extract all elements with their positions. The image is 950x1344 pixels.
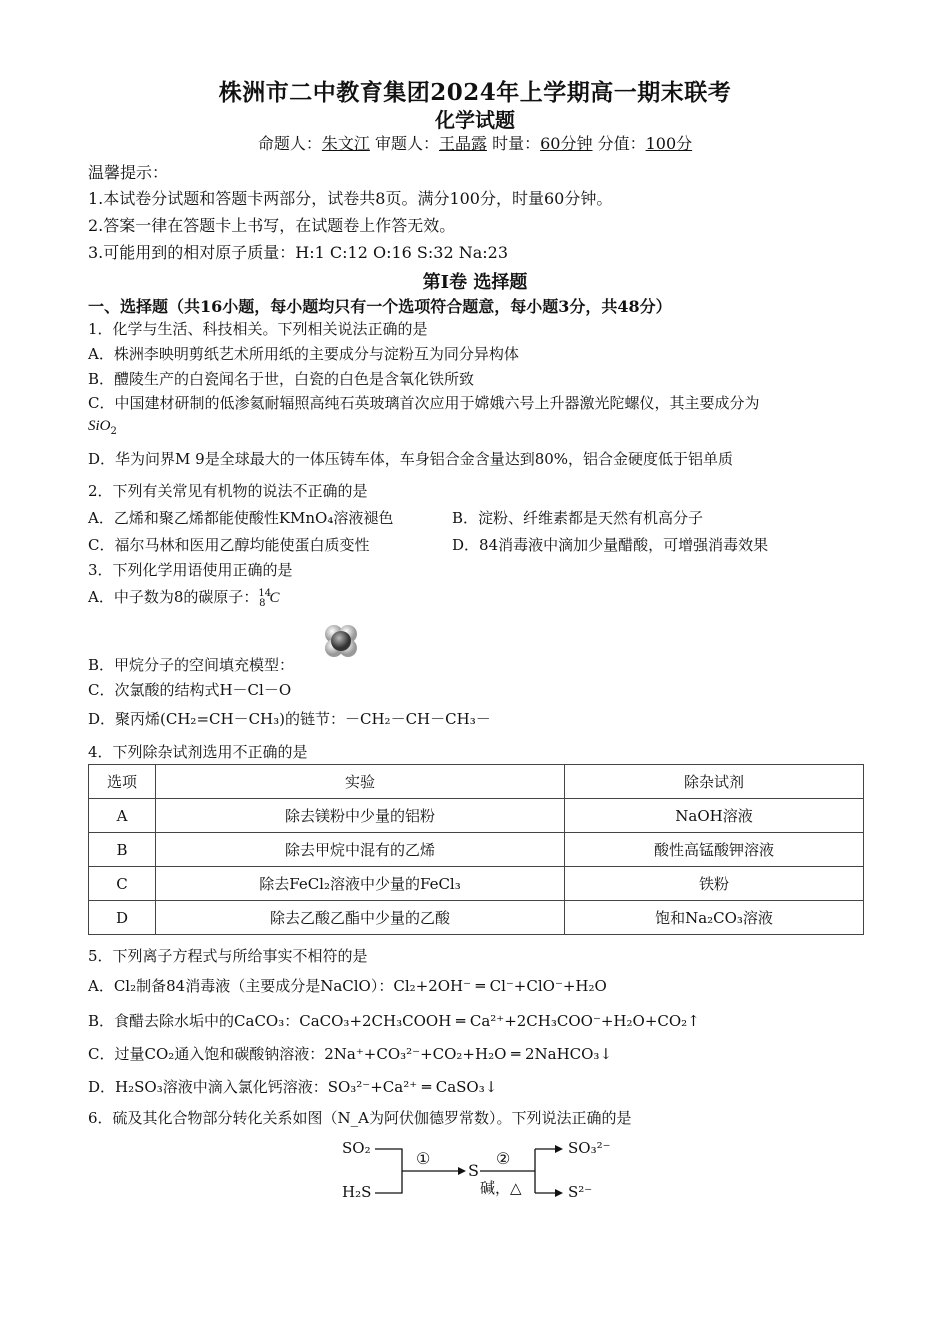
q2-option-a: A．乙烯和聚乙烯都能使酸性KMnO₄溶液褪色 <box>88 509 394 527</box>
q5-option-d: D．H₂SO₃溶液中滴入氯化钙溶液：SO₃²⁻+Ca²⁺ ═ CaSO₃↓ <box>88 1078 498 1096</box>
time-value: 60分钟 <box>540 134 593 153</box>
reviewer-label: 审题人： <box>374 134 439 153</box>
table-row <box>89 833 864 867</box>
q1-option-a: A．株洲李映明剪纸艺术所用纸的主要成分与淀粉互为同分异构体 <box>88 345 519 363</box>
q3-option-a-text: A．中子数为8的碳原子： <box>88 588 259 606</box>
q1-option-b: B．醴陵生产的白瓷闻名于世，白瓷的白色是含氧化铁所致 <box>88 370 475 388</box>
q2-option-b: B．淀粉、纤维素都是天然有机高分子 <box>452 509 704 527</box>
q5-option-a: A．Cl₂制备84消毒液（主要成分是NaClO）：Cl₂+2OH⁻ ═ Cl⁻+ClO⁻+H₂O <box>88 977 607 995</box>
table-cell: 除去乙酸乙酯中少量的乙酸 <box>156 901 565 935</box>
tip-2: 2.答案一律在答题卡上书写，在试题卷上作答无效。 <box>88 216 456 235</box>
q2-stem: 2．下列有关常见有机物的说法不正确的是 <box>88 482 368 500</box>
table-cell: 除去甲烷中混有的乙烯 <box>156 833 565 867</box>
table-cell: NaOH溶液 <box>565 799 864 833</box>
h2s-label: H₂S <box>342 1183 372 1201</box>
reviewer-name: 王晶露 <box>438 134 487 153</box>
q3-option-b: B．甲烷分子的空间填充模型： <box>88 656 295 674</box>
table-cell: 酸性高锰酸钾溶液 <box>565 833 864 867</box>
table-cell: C <box>89 867 156 901</box>
step1-label: ① <box>416 1149 431 1168</box>
q6-stem: 6．硫及其化合物部分转化关系如图（N_A为阿伏伽德罗常数）。下列说法正确的是 <box>88 1109 632 1127</box>
condition-label: 碱，△ <box>480 1179 522 1197</box>
table-header: 选项 <box>89 765 156 799</box>
q1-option-d: D．华为问界M 9是全球最大的一体压铸车体，车身铝合金含量达到80%，铝合金硬度低于铝单质 <box>88 450 734 468</box>
q4-table <box>88 764 864 935</box>
table-header-row <box>89 765 864 799</box>
s-label: S <box>468 1161 479 1180</box>
score-label: 分值： <box>597 134 646 153</box>
q2-option-d: D．84消毒液中滴加少量醋酸，可增强消毒效果 <box>452 536 769 554</box>
q4-stem: 4．下列除杂试剂选用不正确的是 <box>88 743 308 761</box>
table-row <box>89 901 864 935</box>
part1-heading: 一、选择题（共16小题，每小题均只有一个选项符合题意，每小题3分，共48分） <box>88 297 672 316</box>
table-cell: D <box>89 901 156 935</box>
table-cell: 铁粉 <box>565 867 864 901</box>
table-row <box>89 799 864 833</box>
table-cell: 除去FeCl₂溶液中少量的FeCl₃ <box>156 867 565 901</box>
q1-option-c-formula: SiO$_2$ <box>88 418 117 437</box>
tip-3: 3.可能用到的相对原子质量：H:1 C:12 O:16 S:32 Na:23 <box>88 243 508 262</box>
sio2-formula: SiO <box>88 418 111 434</box>
s2-label: S²⁻ <box>568 1183 593 1201</box>
exam-authors <box>0 131 950 154</box>
so3-label: SO₃²⁻ <box>568 1139 611 1157</box>
q3-option-c: C．次氯酸的结构式H－Cl－O <box>88 681 292 699</box>
tips-label: 温馨提示： <box>88 163 169 182</box>
score-value: 100分 <box>645 134 693 153</box>
sulfur-conversion-diagram <box>330 1135 630 1215</box>
section-title: 第Ⅰ卷 选择题 <box>422 272 528 293</box>
table-cell: B <box>89 833 156 867</box>
table-row <box>89 867 864 901</box>
q1-stem: 1．化学与生活、科技相关。下列相关说法正确的是 <box>88 320 428 338</box>
q3-option-d: D．聚丙烯(CH₂=CH－CH₃)的链节：－CH₂－CH－CH₃－ <box>88 710 491 728</box>
q2-option-c: C．福尔马林和医用乙醇均能使蛋白质变性 <box>88 536 370 554</box>
step2-label: ② <box>496 1149 511 1168</box>
q3-option-a: A．中子数为8的碳原子：$^{14}_8$ C <box>88 588 280 609</box>
table-header: 实验 <box>156 765 565 799</box>
methane-model-icon <box>322 622 360 660</box>
time-label: 时量： <box>492 134 541 153</box>
table-cell: 饱和Na₂CO₃溶液 <box>565 901 864 935</box>
q5-option-b: B．食醋去除水垢中的CaCO₃：CaCO₃+2CH₃COOH ═ Ca²⁺+2CH₃COO⁻+H₂O+CO₂↑ <box>88 1012 700 1030</box>
q5-option-c: C．过量CO₂通入饱和碳酸钠溶液：2Na⁺+CO₃²⁻+CO₂+H₂O ═ 2NaHCO₃↓ <box>88 1045 613 1063</box>
tip-1: 1.本试卷分试题和答题卡两部分，试卷共8页。满分100分，时量60分钟。 <box>88 189 613 208</box>
table-cell: A <box>89 799 156 833</box>
so2-label: SO₂ <box>342 1139 371 1157</box>
exam-title: 株洲市二中教育集团2024年上学期高一期末联考 <box>218 79 732 106</box>
q3-stem: 3．下列化学用语使用正确的是 <box>88 561 293 579</box>
setter-label: 命题人： <box>257 134 322 153</box>
exam-subtitle: 化学试题 <box>435 108 515 132</box>
setter-name: 朱文江 <box>321 134 370 153</box>
q5-stem: 5．下列离子方程式与所给事实不相符的是 <box>88 947 368 965</box>
table-header: 除杂试剂 <box>565 765 864 799</box>
table-cell: 除去镁粉中少量的铝粉 <box>156 799 565 833</box>
q1-option-c: C．中国建材研制的低渗氦耐辐照高纯石英玻璃首次应用于嫦娥六号上升器激光陀螺仪，其主要成分为 <box>88 394 760 412</box>
